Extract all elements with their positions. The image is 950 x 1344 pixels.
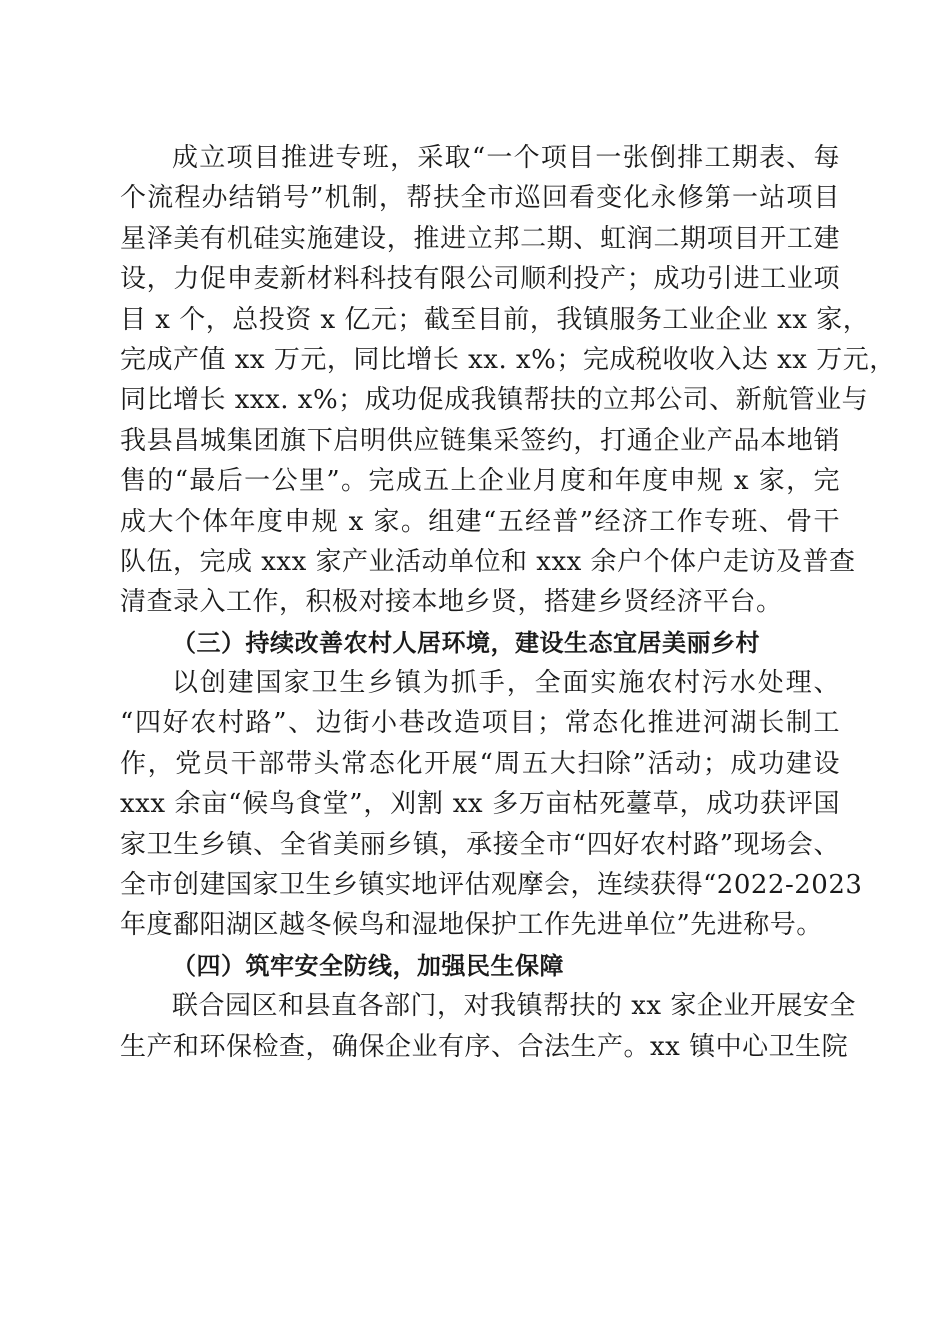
text-line: 全市创建国家卫生乡镇实地评估观摩会，连续获得“2022-2023 — [120, 870, 863, 901]
text-line: 星泽美有机硅实施建设，推进立邦二期、虹润二期项目开工建 — [120, 223, 840, 254]
text-line: 清查录入工作，积极对接本地乡贤，搭建乡贤经济平台。 — [120, 587, 783, 618]
section-heading-4: （四）筑牢安全防线，加强民生保障 — [172, 951, 564, 980]
paragraph-environment — [120, 663, 863, 946]
text-line: 年度鄱阳湖区越冬候鸟和湿地保护工作先进单位”先进称号。 — [120, 910, 823, 941]
text-line: 我县昌城集团旗下启明供应链集采签约，打通企业产品本地销 — [120, 425, 840, 456]
paragraph-projects — [120, 138, 896, 623]
document-page — [120, 138, 896, 1067]
text-line: 以创建国家卫生乡镇为抓手，全面实施农村污水处理、 — [172, 668, 840, 699]
text-line: 生产和环保检查，确保企业有序、合法生产。xx 镇中心卫生院 — [120, 1031, 849, 1062]
text-line: 设，力促申麦新材料科技有限公司顺利投产；成功引进工业项 — [120, 264, 840, 295]
text-line: xxx 余亩“候鸟食堂”，刈割 xx 多万亩枯死薹草，成功获评国 — [120, 789, 840, 820]
text-line: 作，党员干部带头常态化开展“周五大扫除”活动；成功建设 — [120, 748, 840, 779]
section-heading-3: （三）持续改善农村人居环境，建设生态宜居美丽乡村 — [172, 628, 760, 657]
text-line: 联合园区和县直各部门，对我镇帮扶的 xx 家企业开展安全 — [172, 991, 856, 1022]
text-line: 售的“最后一公里”。完成五上企业月度和年度申规 x 家，完 — [120, 466, 840, 497]
paragraph-safety — [120, 986, 856, 1067]
text-line: 个流程办结销号”机制，帮扶全市巡回看变化永修第一站项目 — [120, 183, 840, 214]
text-line: 队伍，完成 xxx 家产业活动单位和 xxx 余户个体户走访及普查 — [120, 546, 856, 577]
text-line: 成立项目推进专班，采取“一个项目一张倒排工期表、每 — [172, 143, 840, 173]
text-line: 完成产值 xx 万元，同比增长 xx. x%；完成税收收入达 xx 万元， — [120, 344, 896, 375]
text-line: 同比增长 xxx. x%；成功促成我镇帮扶的立邦公司、新航管业与 — [120, 385, 869, 416]
text-line: “四好农村路”、边街小巷改造项目；常态化推进河湖长制工 — [120, 708, 840, 739]
text-line: 目 x 个，总投资 x 亿元；截至目前，我镇服务工业企业 xx 家， — [120, 304, 870, 335]
text-line: 成大个体年度申规 x 家。组建“五经普”经济工作专班、骨干 — [120, 506, 840, 537]
text-line: 家卫生乡镇、全省美丽乡镇，承接全市“四好农村路”现场会、 — [120, 829, 840, 860]
